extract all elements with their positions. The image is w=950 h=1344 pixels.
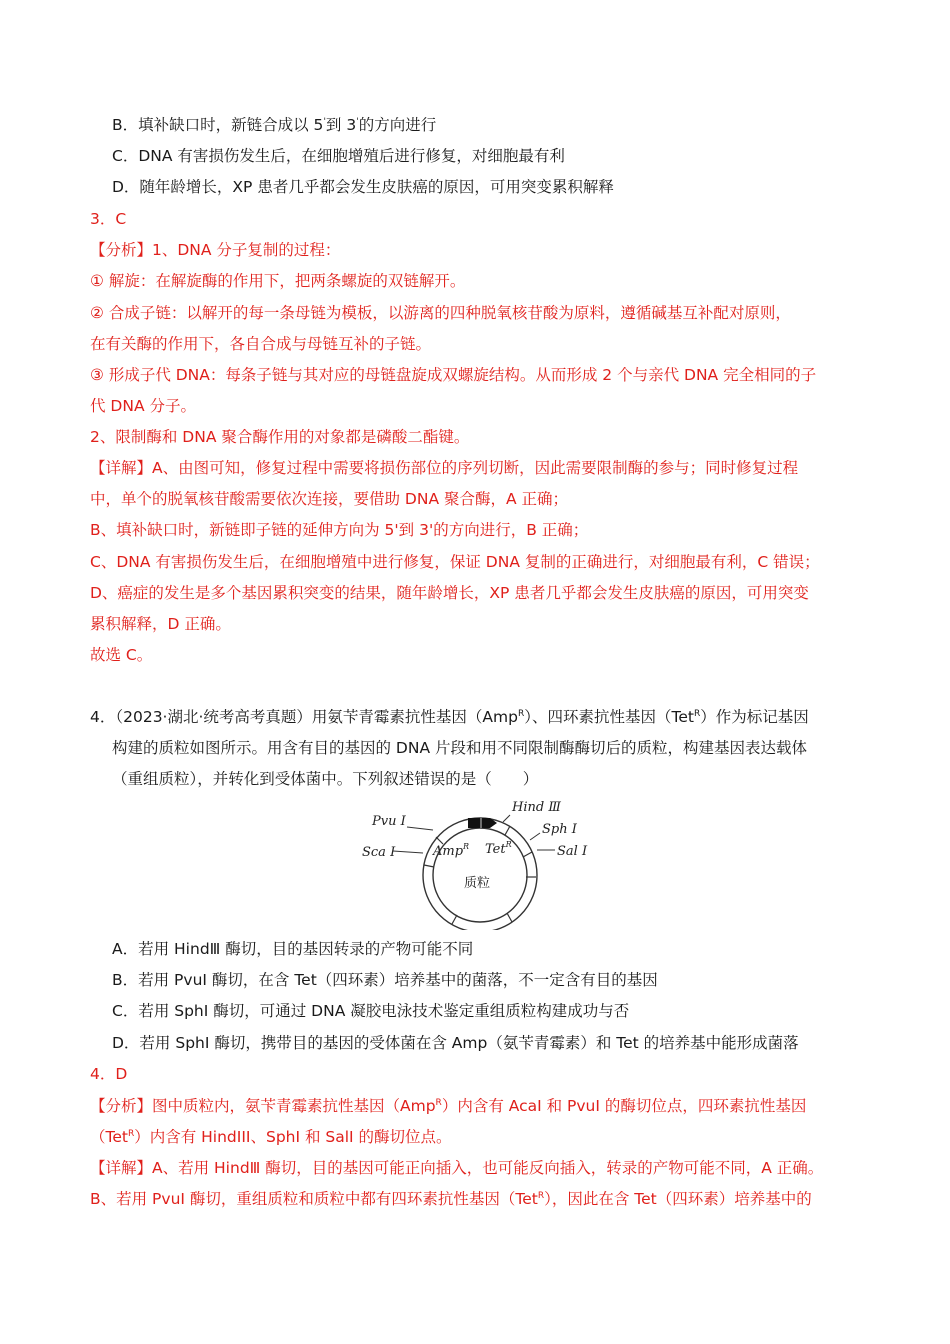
q3-analysis-line-6: 代 DNA 分子。	[90, 397, 196, 415]
q3-detail-line-1: 【详解】A、由图可知，修复过程中需要将损伤部位的序列切断，因此需要限制酶的参与；同时修复过程	[90, 459, 799, 477]
plasmid-center-label: 质粒	[464, 876, 491, 891]
q4-option-d: D．若用 SphⅠ 酶切，携带目的基因的受体菌在含 Amp（氨苄青霉素）和 Tet 的培养基中能形成菌落	[112, 1034, 799, 1052]
tet-superscript: R	[693, 708, 701, 719]
q3-analysis-line-4: 在有关酶的作用下，各自合成与母链互补的子链。	[90, 335, 432, 353]
sca-label: Sca Ⅰ	[362, 845, 396, 860]
hind-label: Hind Ⅲ	[512, 800, 561, 815]
q4-stem-line-2: 构建的质粒如图所示。用含有目的基因的 DNA 片段和用不同限制酶酶切后的质粒，构建基因表达载体	[112, 739, 807, 757]
q3-answer: 3．C	[90, 210, 127, 228]
q3-detail-line-2: 中，单个的脱氧核苷酸需要依次连接，要借助 DNA 聚合酶，A 正确；	[90, 490, 569, 508]
q3-detail-line-6: 累积解释，D 正确。	[90, 615, 231, 633]
q4-detail-line-2	[90, 1188, 812, 1210]
q4-option-b: B．若用 PvuⅠ 酶切，在含 Tet（四环素）培养基中的菌落，不一定含有目的基因	[112, 971, 658, 989]
q3-analysis-line-5: ③ 形成子代 DNA：每条子链与其对应的母链盘旋成双螺旋结构。从而形成 2 个与亲代 DNA 完全相同的子	[90, 366, 817, 384]
q4-analysis-text-4: ）内含有 HindIII、SphI 和 SalI 的酶切位点。	[134, 1128, 452, 1146]
q3-detail-line-5: D、癌症的发生是多个基因累积突变的结果，随年龄增长，XP 患者几乎都会发生皮肤癌的原因，可用突变	[90, 584, 809, 602]
q3-option-b-text-2: 到 3	[325, 116, 357, 134]
q4-analysis-text-3: （Tet	[90, 1128, 128, 1146]
q3-option-b-text-1: B．填补缺口时，新链合成以 5	[112, 116, 324, 134]
q3-analysis-line-1: 【分析】1、DNA 分子复制的过程：	[90, 241, 341, 259]
tet-gene-label: Tet$^R$	[485, 840, 512, 857]
q3-option-d: D．随年龄增长，XP 患者几乎都会发生皮肤癌的原因，可用突变累积解释	[112, 178, 614, 196]
q3-analysis-line-3: ② 合成子链：以解开的每一条母链为模板，以游离的四种脱氧核苷酸为原料，遵循碱基互补配对原则，	[90, 304, 791, 322]
q3-analysis-line-7: 2、限制酶和 DNA 聚合酶作用的对象都是磷酸二酯键。	[90, 428, 470, 446]
q4-analysis-text-1: 【分析】图中质粒内，氨苄青霉素抗性基因（Amp	[90, 1097, 436, 1115]
q4-analysis-text-2: ）内含有 AcaI 和 PvuI 的酶切位点，四环素抗性基因	[441, 1097, 807, 1115]
q3-final: 故选 C。	[90, 646, 153, 664]
tet-superscript: R	[127, 1128, 135, 1139]
q4-answer: 4．D	[90, 1065, 128, 1083]
pvu-label: Pvu Ⅰ	[372, 814, 406, 829]
plasmid-outer-ring	[423, 818, 537, 930]
q4-detail-text-1: B、若用 PvuI 酶切，重组质粒和质粒中都有四环素抗性基因（Tet	[90, 1190, 538, 1208]
plasmid-diagram	[360, 795, 600, 930]
amp-superscript: R	[435, 1097, 442, 1108]
q3-analysis-line-2: ① 解旋：在解旋酶的作用下，把两条螺旋的双链解开。	[90, 272, 466, 290]
amp-superscript: R	[517, 708, 525, 719]
q4-stem-text-2: ）、四环素抗性基因（Tet	[524, 708, 694, 726]
q3-detail-line-3: B、填补缺口时，新链即子链的延伸方向为 5'到 3'的方向进行，B 正确；	[90, 521, 589, 539]
q4-stem-text-3: ）作为标记基因	[700, 708, 809, 726]
q3-detail-line-4: C、DNA 有害损伤发生后，在细胞增殖中进行修复，保证 DNA 复制的正确进行，对细胞最有利，C 错误；	[90, 553, 820, 571]
q3-option-c: C．DNA 有害损伤发生后，在细胞增殖后进行修复，对细胞最有利	[112, 147, 565, 165]
sal-label: Sal Ⅰ	[557, 844, 588, 859]
q4-option-a: A．若用 HindⅢ 酶切，目的基因转录的产物可能不同	[112, 940, 474, 958]
q4-option-c: C．若用 SphⅠ 酶切，可通过 DNA 凝胶电泳技术鉴定重组质粒构建成功与否	[112, 1002, 630, 1020]
q3-option-b: B．填补缺口时，新链合成以 5'到 3'的方向进行	[112, 116, 437, 134]
sph-label: Sph Ⅰ	[542, 822, 577, 837]
q4-analysis-line-1	[90, 1095, 806, 1117]
q4-detail-line-1: 【详解】A、若用 HindⅢ 酶切，目的基因可能正向插入，也可能反向插入，转录的产物可能不同，A 正确。	[90, 1159, 824, 1177]
q4-stem-text-1: 4．（2023·湖北·统考高考真题）用氨苄青霉素抗性基因（Amp	[90, 708, 518, 726]
q4-stem-line-3: （重组质粒），并转化到受体菌中。下列叙述错误的是（ ）	[112, 770, 539, 788]
q3-option-b-text-3: 的方向进行	[358, 116, 437, 134]
q4-detail-text-2: ），因此在含 Tet（四环素）培养基中的	[544, 1190, 812, 1208]
amp-gene-label: Amp$^R$	[433, 842, 470, 859]
tet-superscript: R	[537, 1190, 545, 1201]
q4-analysis-line-2	[90, 1126, 452, 1148]
plasmid-inner-ring	[433, 828, 527, 922]
q4-stem-line-1	[90, 706, 809, 728]
